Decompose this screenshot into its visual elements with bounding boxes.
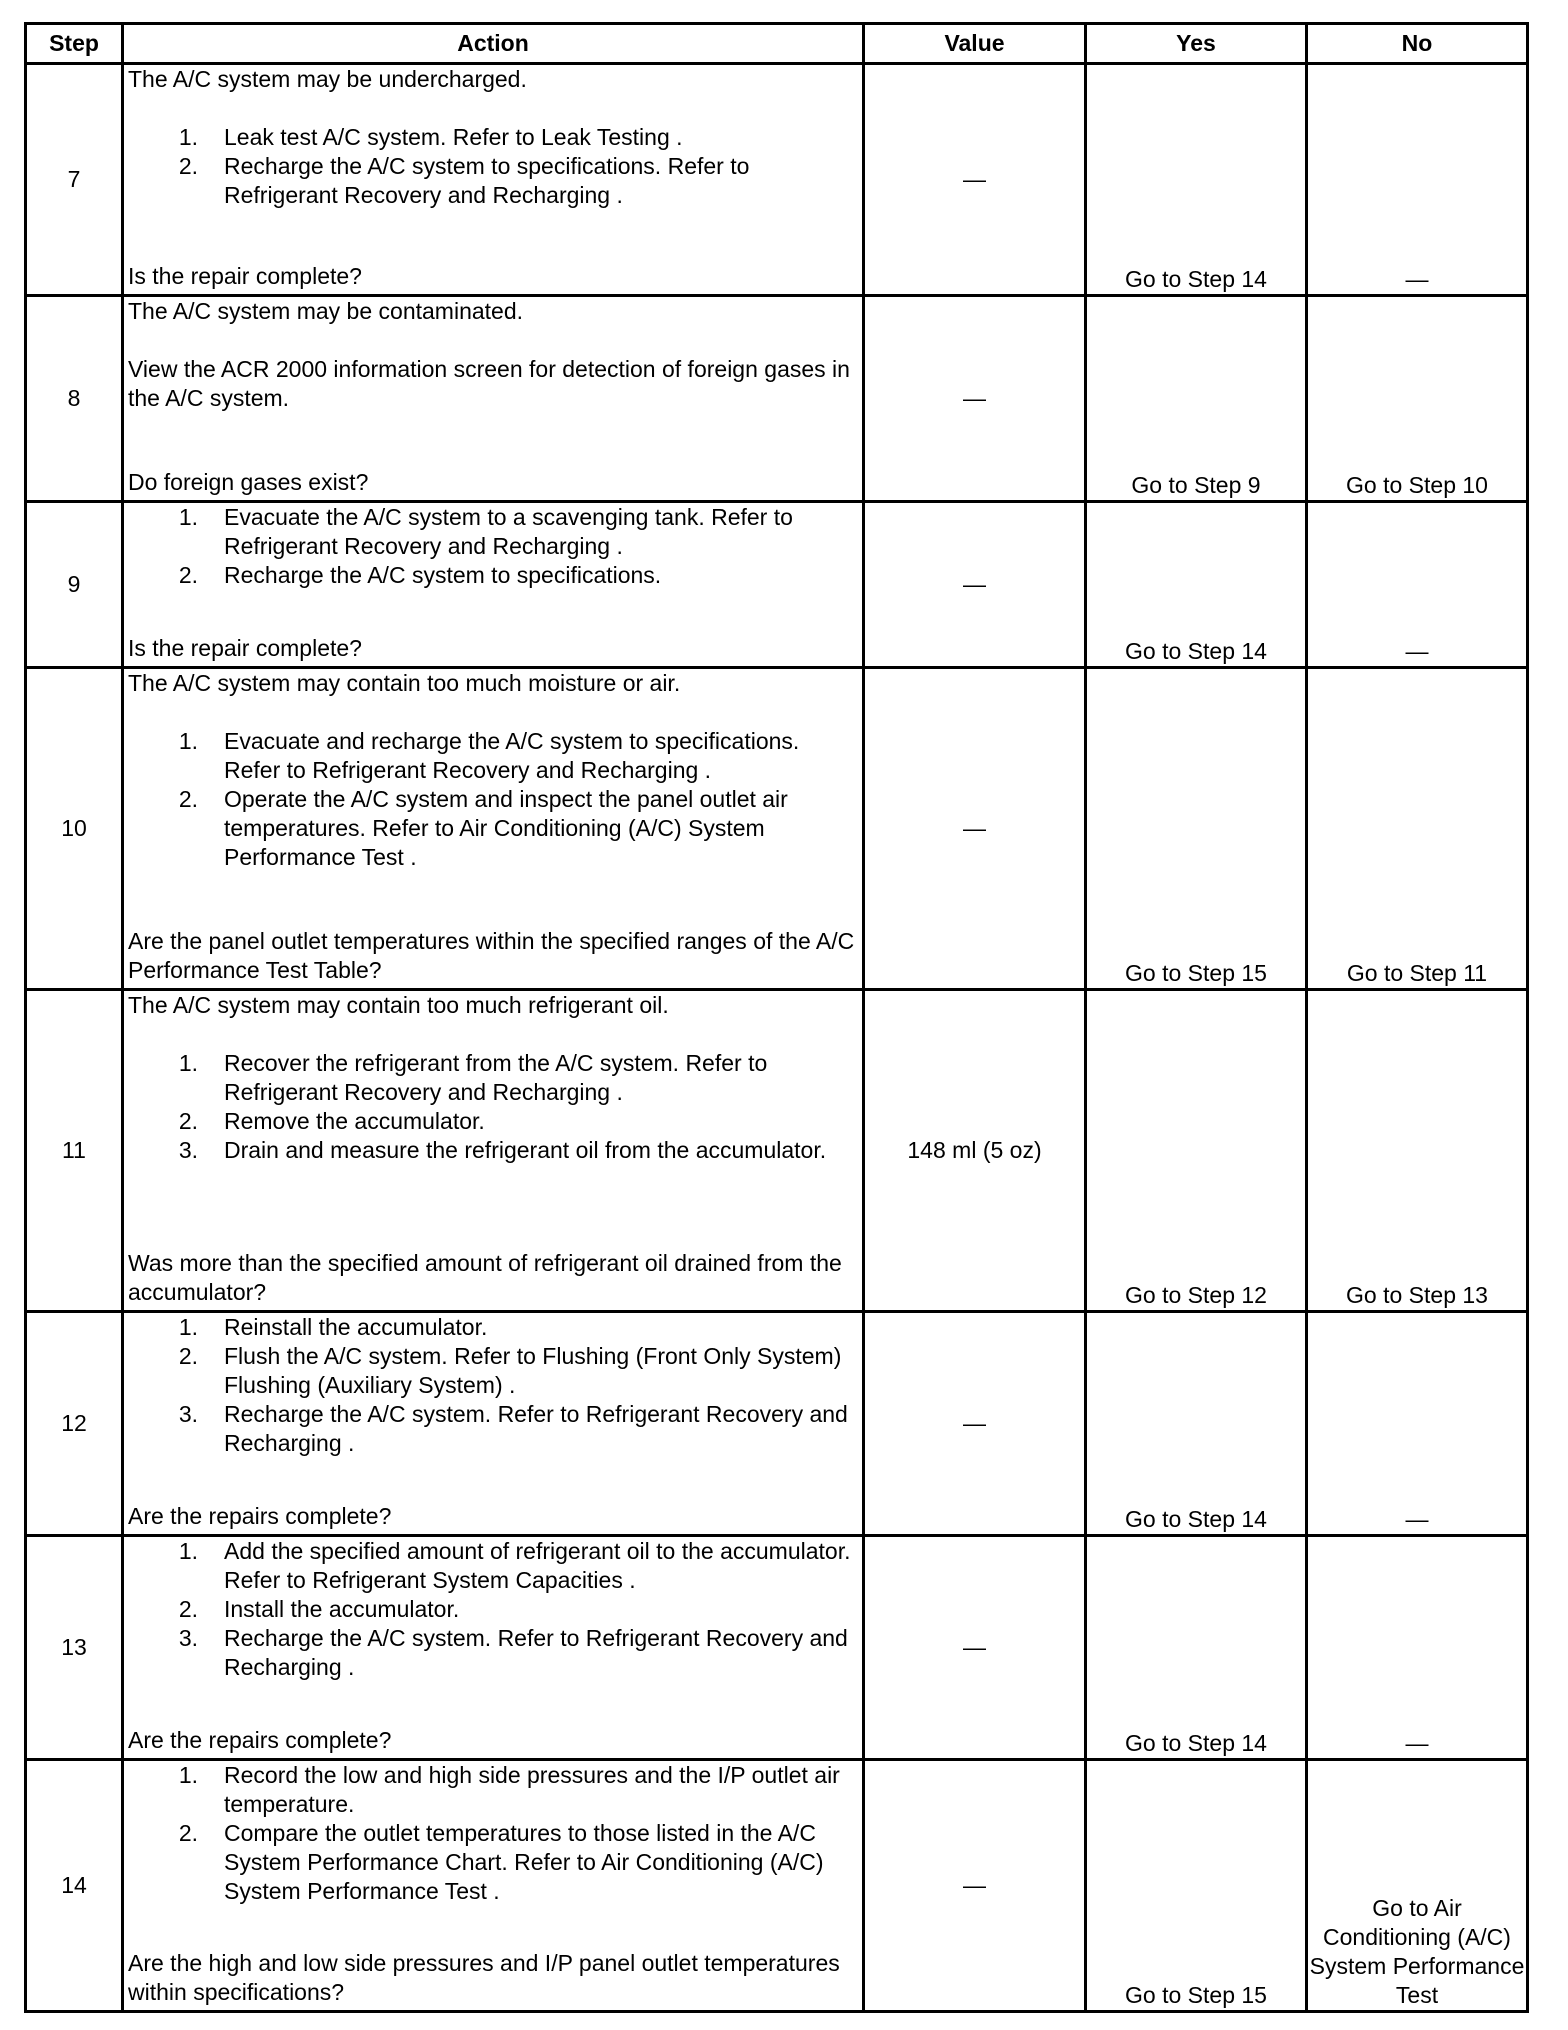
action-intro: The A/C system may contain too much moisture or air. [128, 670, 681, 696]
action-step-number: 1. [178, 1314, 198, 1340]
yes-cell: Go to Step 12 [1086, 990, 1307, 1312]
action-step-number: 2. [178, 153, 198, 179]
action-step-text: Flush the A/C system. Refer to Flushing (Front Only System) Flushing (Auxiliary System) . [224, 1343, 842, 1398]
value-cell: — [864, 296, 1086, 502]
action-body [128, 1313, 858, 1458]
action-question: Are the high and low side pressures and I/P panel outlet temperatures within specifications? [128, 1950, 840, 2005]
action-step-item [128, 1049, 858, 1107]
action-step-text: Recharge the A/C system. Refer to Refrigerant Recovery and Recharging . [224, 1625, 848, 1680]
action-question: Do foreign gases exist? [128, 469, 369, 495]
action-body [128, 297, 858, 413]
header-action: Action [123, 24, 864, 64]
action-step-number: 1. [178, 504, 198, 530]
action-step-item [128, 727, 858, 785]
no-cell: — [1307, 64, 1528, 296]
action-cell [123, 990, 864, 1312]
action-step-item [128, 1400, 858, 1458]
action-question: Is the repair complete? [128, 263, 362, 289]
action-step-item [128, 1342, 858, 1400]
action-step-number: 3. [178, 1401, 198, 1427]
action-step-item [128, 1595, 858, 1624]
action-step-item [128, 1819, 858, 1906]
value-cell: 148 ml (5 oz) [864, 990, 1086, 1312]
action-step-number: 2. [178, 1343, 198, 1369]
table-row [26, 296, 1528, 502]
action-step-item [128, 1136, 858, 1165]
action-step-number: 2. [178, 786, 198, 812]
no-cell: Go to Step 11 [1307, 668, 1528, 990]
action-cell [123, 1312, 864, 1536]
action-cell [123, 1536, 864, 1760]
value-cell: — [864, 502, 1086, 668]
action-step-text: Remove the accumulator. [224, 1108, 485, 1134]
step-number: 8 [26, 296, 123, 502]
action-question: Are the repairs complete? [128, 1503, 392, 1529]
table-row [26, 1312, 1528, 1536]
action-step-item [128, 1313, 858, 1342]
action-step-number: 2. [178, 1596, 198, 1622]
action-steps-list [128, 727, 858, 872]
action-body [128, 1537, 858, 1682]
yes-cell: Go to Step 15 [1086, 1760, 1307, 2012]
action-step-text: Recharge the A/C system to specifications. Refer to Refrigerant Recovery and Recharging . [224, 153, 750, 208]
action-steps-list [128, 1313, 858, 1458]
value-cell: — [864, 668, 1086, 990]
action-step-number: 2. [178, 562, 198, 588]
yes-cell: Go to Step 14 [1086, 1536, 1307, 1760]
value-cell: — [864, 1312, 1086, 1536]
action-step-text: Recharge the A/C system. Refer to Refrigerant Recovery and Recharging . [224, 1401, 848, 1456]
action-step-number: 3. [178, 1137, 198, 1163]
value-cell: — [864, 64, 1086, 296]
action-cell [123, 502, 864, 668]
header-value: Value [864, 24, 1086, 64]
action-steps-list [128, 1049, 858, 1165]
action-step-text: Install the accumulator. [224, 1596, 460, 1622]
action-step-text: Operate the A/C system and inspect the panel outlet air temperatures. Refer to Air Conditioning (A/C) System Performance Test . [224, 786, 788, 870]
action-step-text: Compare the outlet temperatures to those listed in the A/C System Performance Chart. Refer to Air Conditioning (A/C) System Performance Test . [224, 1820, 824, 1904]
no-cell: — [1307, 502, 1528, 668]
action-step-item [128, 152, 858, 210]
table-row [26, 1536, 1528, 1760]
header-step: Step [26, 24, 123, 64]
action-step-item [128, 1624, 858, 1682]
yes-cell: Go to Step 14 [1086, 502, 1307, 668]
action-steps-list [128, 1537, 858, 1682]
no-cell: Go to Step 13 [1307, 990, 1528, 1312]
action-step-text: Leak test A/C system. Refer to Leak Testing . [224, 124, 683, 150]
step-number: 12 [26, 1312, 123, 1536]
action-cell [123, 668, 864, 990]
action-step-item [128, 1107, 858, 1136]
diagnostic-table [24, 22, 1529, 2013]
no-cell: — [1307, 1312, 1528, 1536]
action-note: View the ACR 2000 information screen for detection of foreign gases in the A/C system. [128, 356, 850, 411]
action-question: Was more than the specified amount of refrigerant oil drained from the accumulator? [128, 1250, 842, 1305]
step-number: 10 [26, 668, 123, 990]
table-row [26, 64, 1528, 296]
no-cell: Go to Step 10 [1307, 296, 1528, 502]
action-step-item [128, 785, 858, 872]
table-row [26, 502, 1528, 668]
action-question: Is the repair complete? [128, 635, 362, 661]
action-step-number: 1. [178, 124, 198, 150]
header-row [26, 24, 1528, 64]
diagnostic-table-sheet [24, 22, 1529, 2013]
action-step-text: Recharge the A/C system to specifications. [224, 562, 662, 588]
action-steps-list [128, 1761, 858, 1906]
action-step-text: Drain and measure the refrigerant oil from the accumulator. [224, 1137, 827, 1163]
action-steps-list [128, 123, 858, 210]
action-body [128, 1761, 858, 1906]
no-cell: Go to Air Conditioning (A/C) System Performance Test [1307, 1760, 1528, 2012]
table-row [26, 1760, 1528, 2012]
action-body [128, 991, 858, 1165]
value-cell: — [864, 1760, 1086, 2012]
table-row [26, 668, 1528, 990]
table-row [26, 990, 1528, 1312]
action-step-number: 2. [178, 1108, 198, 1134]
action-step-item [128, 1761, 858, 1819]
yes-cell: Go to Step 9 [1086, 296, 1307, 502]
action-step-text: Record the low and high side pressures and the I/P outlet air temperature. [224, 1762, 840, 1817]
step-number: 14 [26, 1760, 123, 2012]
action-step-text: Add the specified amount of refrigerant oil to the accumulator. Refer to Refrigerant System Capacities . [224, 1538, 851, 1593]
no-cell: — [1307, 1536, 1528, 1760]
action-step-text: Evacuate and recharge the A/C system to specifications. Refer to Refrigerant Recovery and Recharging . [224, 728, 800, 783]
yes-cell: Go to Step 14 [1086, 1312, 1307, 1536]
action-question: Are the panel outlet temperatures within the specified ranges of the A/C Performance Test Table? [128, 928, 855, 983]
action-body [128, 65, 858, 210]
action-step-number: 1. [178, 728, 198, 754]
action-step-item [128, 123, 858, 152]
action-body [128, 669, 858, 872]
action-step-item [128, 1537, 858, 1595]
action-step-text: Recover the refrigerant from the A/C system. Refer to Refrigerant Recovery and Recharging . [224, 1050, 768, 1105]
action-intro: The A/C system may be undercharged. [128, 66, 527, 92]
action-body [128, 503, 858, 590]
action-step-number: 1. [178, 1050, 198, 1076]
step-number: 9 [26, 502, 123, 668]
step-number: 13 [26, 1536, 123, 1760]
action-step-number: 3. [178, 1625, 198, 1651]
value-cell: — [864, 1536, 1086, 1760]
action-intro: The A/C system may contain too much refrigerant oil. [128, 992, 669, 1018]
action-step-item [128, 561, 858, 590]
action-step-number: 1. [178, 1538, 198, 1564]
step-number: 7 [26, 64, 123, 296]
header-no: No [1307, 24, 1528, 64]
action-steps-list [128, 503, 858, 590]
yes-cell: Go to Step 15 [1086, 668, 1307, 990]
action-intro: The A/C system may be contaminated. [128, 298, 524, 324]
yes-cell: Go to Step 14 [1086, 64, 1307, 296]
action-question: Are the repairs complete? [128, 1727, 392, 1753]
action-step-number: 2. [178, 1820, 198, 1846]
action-cell [123, 296, 864, 502]
header-yes: Yes [1086, 24, 1307, 64]
action-step-text: Reinstall the accumulator. [224, 1314, 488, 1340]
action-step-item [128, 503, 858, 561]
step-number: 11 [26, 990, 123, 1312]
action-step-text: Evacuate the A/C system to a scavenging tank. Refer to Refrigerant Recovery and Recharging . [224, 504, 793, 559]
action-cell [123, 1760, 864, 2012]
action-step-number: 1. [178, 1762, 198, 1788]
action-cell [123, 64, 864, 296]
